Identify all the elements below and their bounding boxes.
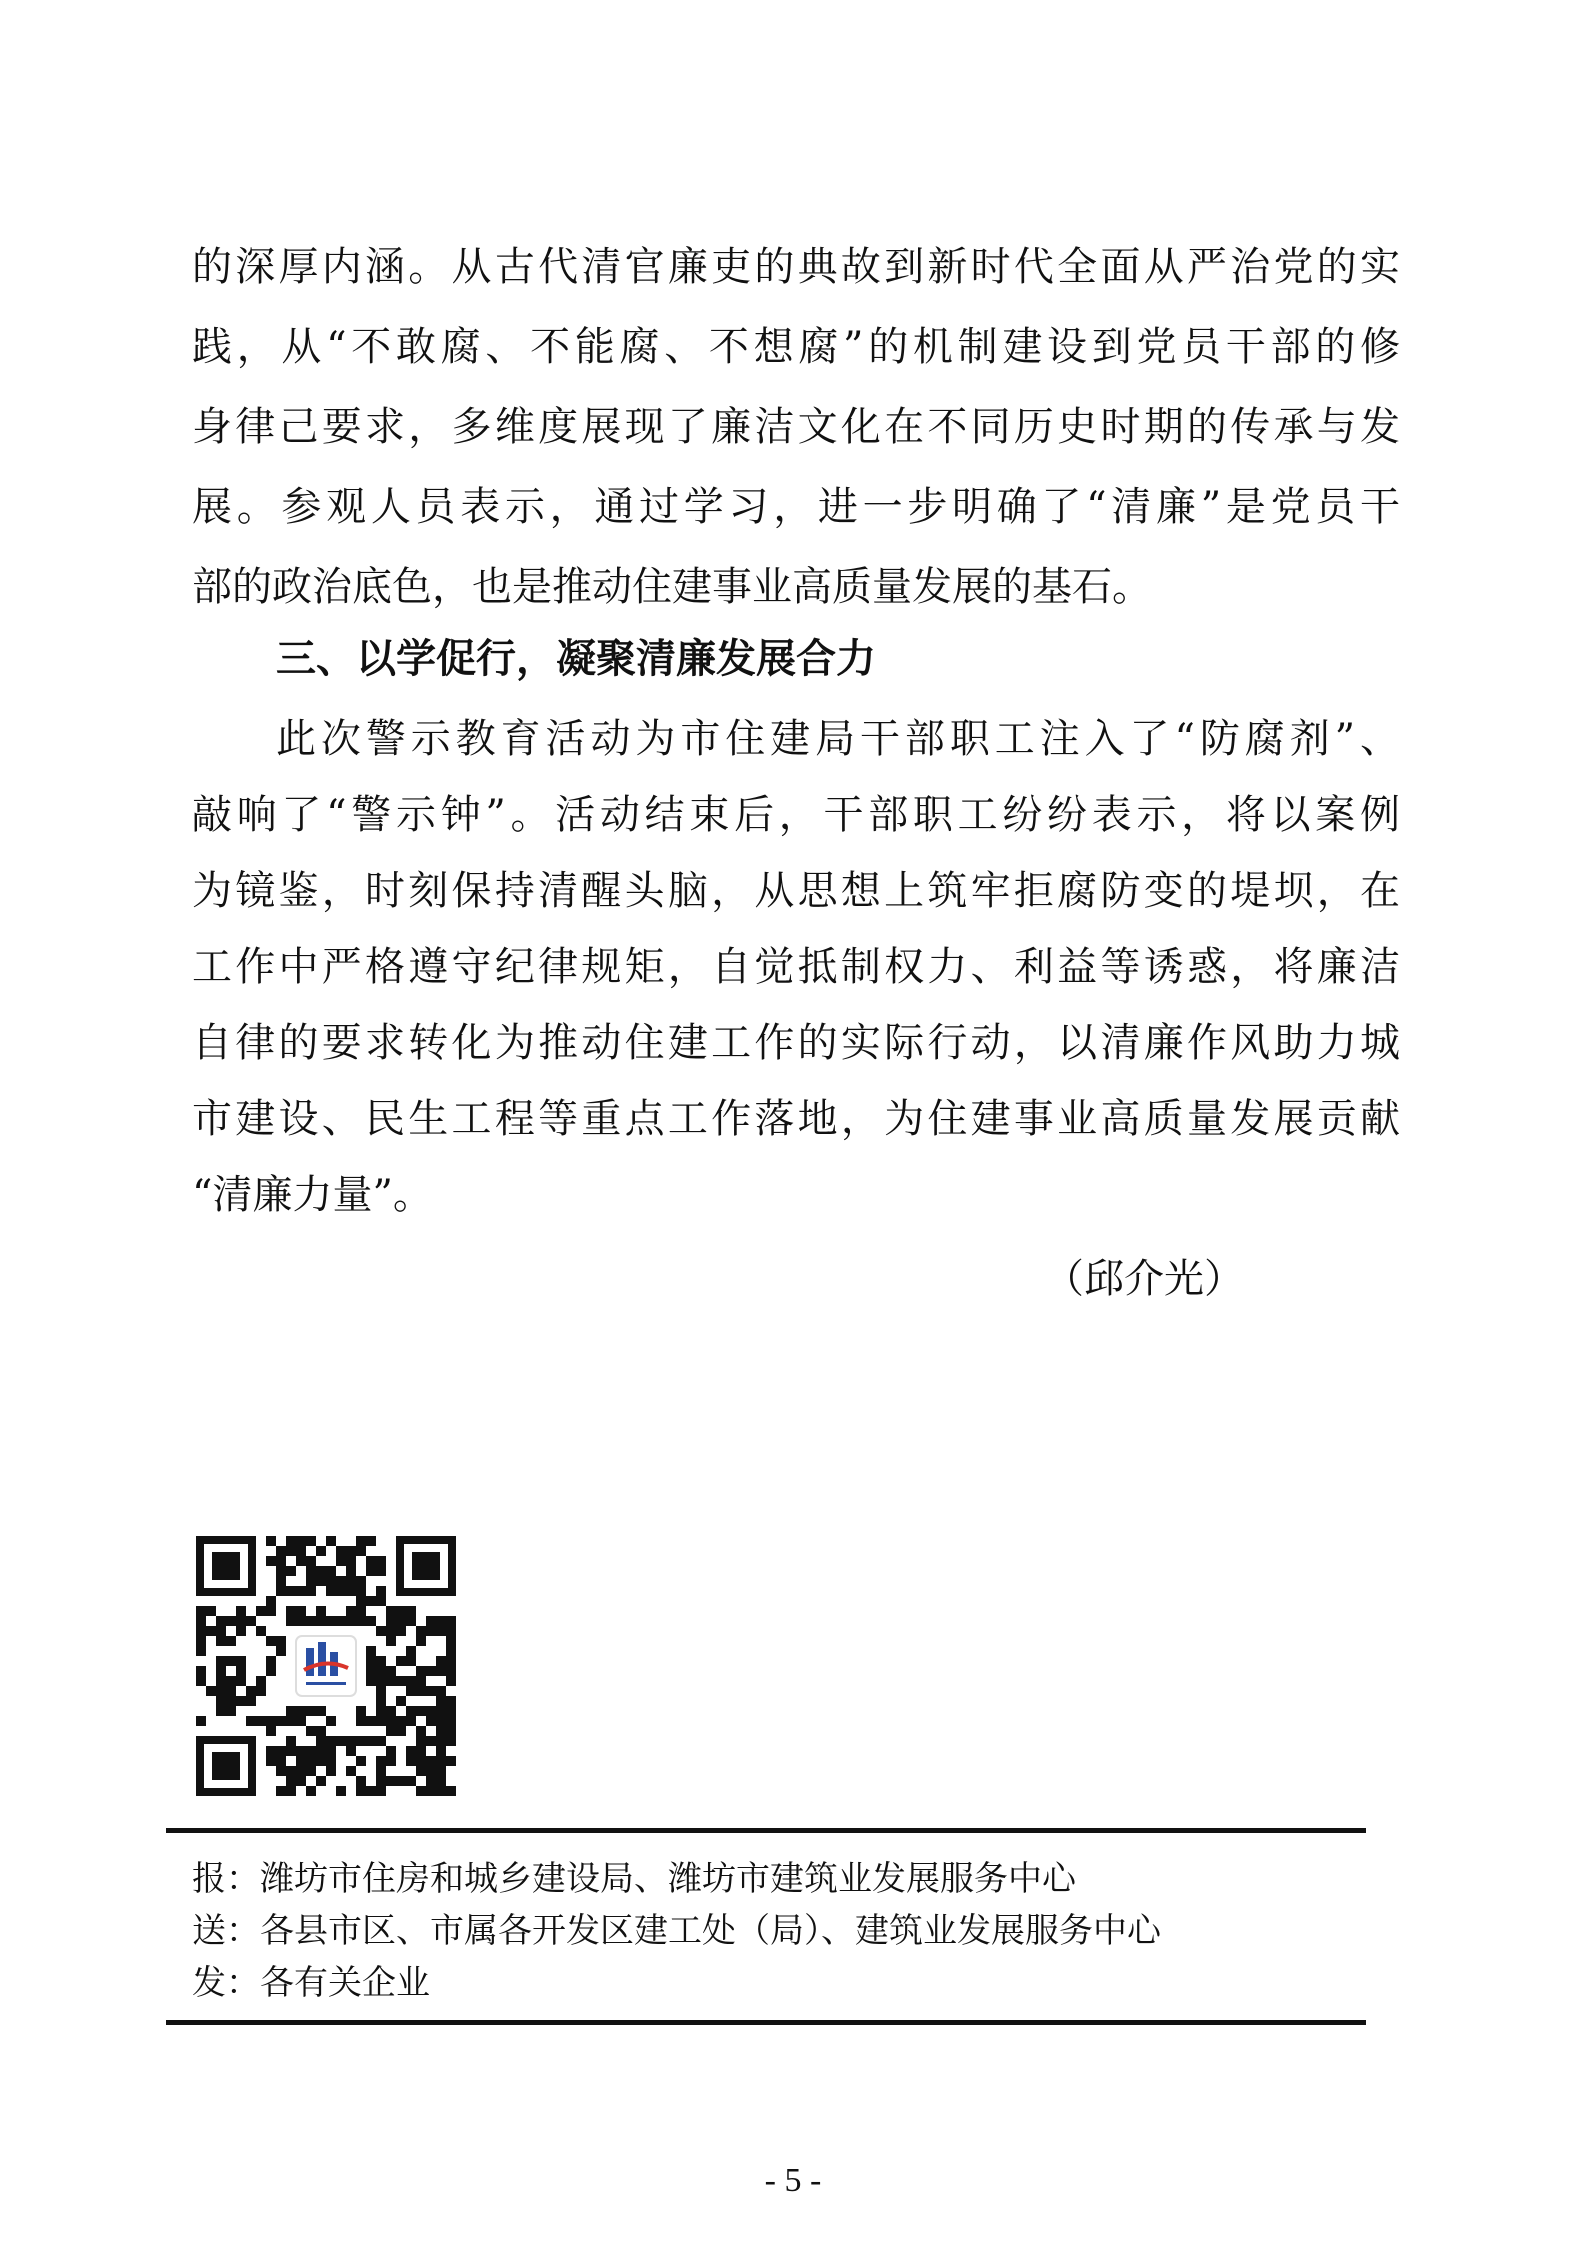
paragraph-line: 市建设、民生工程等重点工作落地，为住建事业高质量发展贡献: [192, 1096, 1400, 1142]
divider-top: [166, 1828, 1366, 1833]
qr-code-icon: [196, 1536, 456, 1796]
paragraph-line: 为镜鉴，时刻保持清醒头脑，从思想上筑牢拒腐防变的堤坝，在: [192, 868, 1400, 914]
paragraph-line: 展。参观人员表示，通过学习，进一步明确了“清廉”是党员干: [192, 484, 1400, 530]
org-logo-icon: [296, 1636, 356, 1696]
distribution-send: 送：各县市区、市属各开发区建工处（局）、建筑业发展服务中心: [192, 1911, 1161, 1951]
paragraph-line: 践，从“不敢腐、不能腐、不想腐”的机制建设到党员干部的修: [192, 324, 1400, 370]
paragraph-line: 工作中严格遵守纪律规矩，自觉抵制权力、利益等诱惑，将廉洁: [192, 944, 1400, 990]
page-number: - 5 -: [764, 2162, 822, 2199]
distribution-report: 报：潍坊市住房和城乡建设局、潍坊市建筑业发展服务中心: [192, 1859, 1076, 1899]
divider-bottom: [166, 2020, 1366, 2025]
paragraph-line: 的深厚内涵。从古代清官廉吏的典故到新时代全面从严治党的实: [192, 244, 1400, 290]
paragraph-line: “清廉力量”。: [192, 1172, 433, 1218]
paragraph-line: 部的政治底色，也是推动住建事业高质量发展的基石。: [192, 564, 1152, 610]
author-signature: （邱介光）: [1044, 1256, 1244, 1302]
section-heading: 三、以学促行，凝聚清廉发展合力: [276, 636, 876, 682]
paragraph-line: 自律的要求转化为推动住建工作的实际行动，以清廉作风助力城: [192, 1020, 1400, 1066]
paragraph-line: 此次警示教育活动为市住建局干部职工注入了“防腐剂”、: [276, 716, 1400, 762]
paragraph-line: 敲响了“警示钟”。活动结束后，干部职工纷纷表示，将以案例: [192, 792, 1400, 838]
distribution-issue: 发：各有关企业: [192, 1963, 430, 2003]
paragraph-line: 身律己要求，多维度展现了廉洁文化在不同历史时期的传承与发: [192, 404, 1400, 450]
